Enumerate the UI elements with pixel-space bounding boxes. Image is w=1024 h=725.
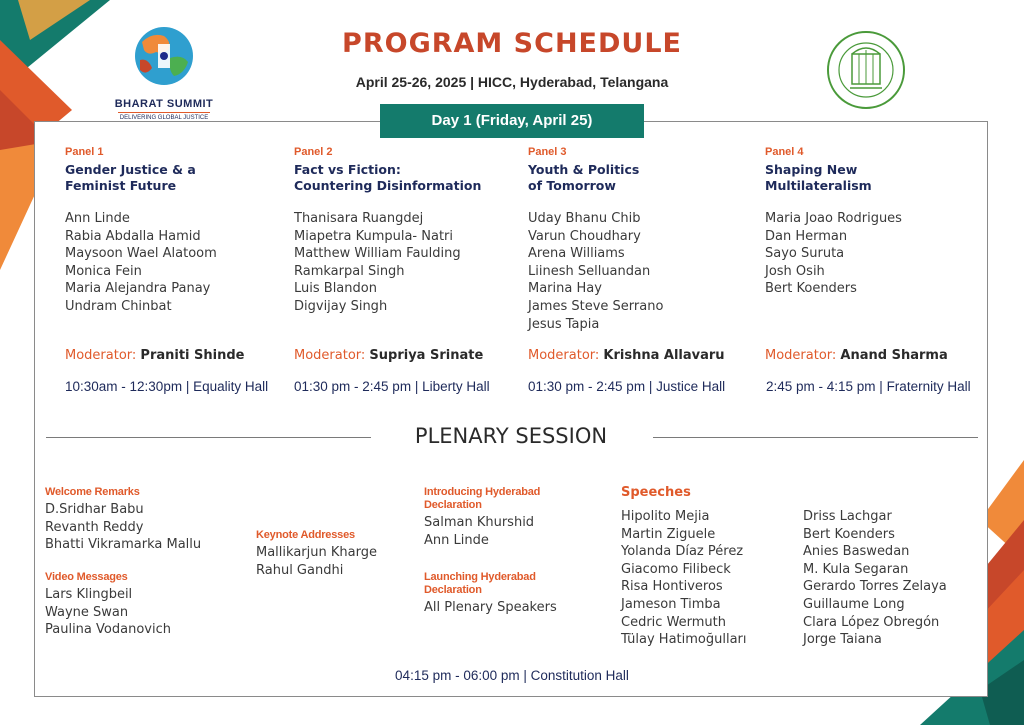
speaker: Tülay Hatimoğulları (621, 632, 747, 648)
speaker: Matthew William Faulding (294, 246, 461, 262)
moderator-label: Moderator: (528, 348, 600, 363)
panel-1 (65, 146, 285, 316)
moderator-label: Moderator: (294, 348, 366, 363)
speaker: Gerardo Torres Zelaya (803, 579, 947, 595)
speaker: Maria Alejandra Panay (65, 281, 211, 297)
moderator-label: Moderator: (65, 348, 137, 363)
welcome-remarks-label: Welcome Remarks (45, 486, 140, 498)
speaker: Jorge Taiana (803, 632, 882, 648)
speaker: Paulina Vodanovich (45, 622, 171, 638)
speaker: Wayne Swan (45, 604, 129, 620)
speaker: Anies Baswedan (803, 544, 910, 560)
label-line: Declaration (424, 584, 482, 596)
panel-title-line: Feminist Future (65, 178, 177, 193)
speaker: Maysoon Wael Alatoom (65, 246, 217, 262)
panel-4 (765, 146, 980, 298)
keynote-addresses-names (256, 544, 416, 579)
speaker: Cedric Wermuth (621, 614, 727, 630)
panel-number: Panel 2 (294, 146, 333, 158)
video-messages (45, 571, 255, 639)
speaker: All Plenary Speakers (424, 600, 557, 615)
launching-declaration (424, 571, 604, 617)
speaker: Rahul Gandhi (256, 562, 344, 578)
speaker: Miapetra Kumpula- Natri (294, 228, 454, 244)
speeches-column-2 (803, 508, 983, 649)
event-subtitle: April 25-26, 2025 | HICC, Hyderabad, Telangana (355, 74, 669, 90)
speaker: Varun Choudhary (528, 228, 641, 244)
speaker: Thanisara Ruangdej (294, 211, 424, 226)
plenary-rule-left (46, 437, 371, 438)
speaker: Ramkarpal Singh (294, 263, 405, 279)
speaker: Ann Linde (65, 211, 130, 226)
speaker: Bhatti Vikramarka Mallu (45, 537, 202, 553)
speaker: Martin Ziguele (621, 526, 716, 542)
speaker: Digvijay Singh (294, 298, 388, 314)
keynote-addresses-label: Keynote Addresses (256, 529, 355, 541)
speaker: Sayo Suruta (765, 246, 845, 262)
panel-number: Panel 3 (528, 146, 567, 158)
keynote-addresses (256, 529, 416, 579)
introducing-declaration-label (424, 486, 604, 512)
panel-speakers (765, 210, 980, 298)
panel-speakers (294, 210, 519, 316)
speaker: James Steve Serrano (528, 298, 664, 314)
speaker: Bert Koenders (803, 526, 895, 542)
panel-3-moderator (528, 348, 725, 363)
panel-1-moderator (65, 348, 245, 363)
panel-1-time: 10:30am - 12:30pm | Equality Hall (65, 379, 269, 394)
panel-number: Panel 4 (765, 146, 804, 158)
panel-title-line: Gender Justice & a (65, 162, 196, 177)
video-messages-label: Video Messages (45, 571, 128, 583)
panel-title (765, 162, 980, 196)
panel-title-line: Shaping New (765, 162, 858, 177)
speaker: Guillaume Long (803, 596, 905, 612)
speaker: Jameson Timba (621, 596, 721, 612)
label-line: Launching Hyderabad (424, 571, 536, 583)
speaker: Undram Chinbat (65, 298, 172, 314)
panel-title-line: Multilateralism (765, 178, 872, 193)
moderator-name: Supriya Srinate (369, 348, 484, 363)
panel-title (528, 162, 753, 196)
video-messages-names (45, 586, 255, 639)
speaker: Salman Khurshid (424, 515, 535, 530)
launching-declaration-label (424, 571, 604, 597)
plenary-title: PLENARY SESSION (414, 424, 608, 448)
panel-3 (528, 146, 753, 333)
seal-text (840, 12, 892, 13)
speeches-column-1 (621, 508, 801, 649)
page-title: PROGRAM SCHEDULE (342, 28, 682, 59)
speaker: Yolanda Díaz Pérez (621, 544, 744, 560)
label-line: Declaration (424, 499, 482, 511)
speaker: M. Kula Segaran (803, 561, 909, 577)
introducing-declaration-names (424, 514, 604, 549)
speaker: Monica Fein (65, 263, 142, 279)
speaker: Mallikarjun Kharge (256, 545, 377, 560)
panel-title (65, 162, 285, 196)
panel-4-moderator (765, 348, 948, 363)
panel-2 (294, 146, 519, 316)
speaker: Giacomo Filibeck (621, 561, 731, 577)
speaker: Lars Klingbeil (45, 587, 133, 602)
speaker: Jesus Tapia (528, 316, 600, 332)
moderator-name: Krishna Allavaru (603, 348, 725, 363)
logo-name: BHARAT SUMMIT (114, 98, 214, 110)
speaker: Luis Blandon (294, 281, 377, 297)
panel-title-line: Fact vs Fiction: (294, 162, 401, 177)
moderator-label: Moderator: (765, 348, 837, 363)
speaker: D.Sridhar Babu (45, 502, 144, 517)
launching-declaration-names (424, 599, 604, 617)
panel-speakers (528, 210, 753, 333)
welcome-remarks (45, 486, 255, 554)
speeches-label: Speeches (621, 485, 691, 500)
speaker: Liinesh Selluandan (528, 263, 651, 279)
speaker: Arena Williams (528, 246, 625, 262)
introducing-declaration (424, 486, 604, 549)
panel-title-line: Countering Disinformation (294, 178, 482, 193)
speaker: Marina Hay (528, 281, 602, 297)
speaker: Bert Koenders (765, 281, 857, 297)
speaker: Josh Osih (765, 263, 825, 279)
speaker: Hipolito Mejia (621, 509, 710, 524)
plenary-rule-right (653, 437, 978, 438)
moderator-name: Anand Sharma (840, 348, 948, 363)
logo-tagline: DELIVERING GLOBAL JUSTICE (119, 115, 209, 121)
panel-title (294, 162, 519, 196)
speaker: Clara López Obregón (803, 614, 940, 630)
panel-4-time: 2:45 pm - 4:15 pm | Fraternity Hall (766, 379, 971, 394)
panel-3-time: 01:30 pm - 2:45 pm | Justice Hall (528, 379, 726, 394)
speaker: Dan Herman (765, 228, 848, 244)
speaker: Risa Hontiveros (621, 579, 723, 595)
panel-number: Panel 1 (65, 146, 104, 158)
logo-divider (118, 112, 210, 113)
moderator-name: Praniti Shinde (140, 348, 245, 363)
welcome-remarks-names (45, 501, 255, 554)
speaker: Revanth Reddy (45, 519, 144, 535)
speaker: Rabia Abdalla Hamid (65, 228, 201, 244)
panel-2-time: 01:30 pm - 2:45 pm | Liberty Hall (294, 379, 490, 394)
speaker: Driss Lachgar (803, 509, 892, 524)
panel-title-line: Youth & Politics (528, 162, 640, 177)
panel-title-line: of Tomorrow (528, 178, 616, 193)
speaker: Uday Bhanu Chib (528, 211, 641, 226)
plenary-time: 04:15 pm - 06:00 pm | Constitution Hall (395, 668, 629, 683)
day-tab: Day 1 (Friday, April 25) (380, 104, 644, 138)
panel-speakers (65, 210, 285, 316)
label-line: Introducing Hyderabad (424, 486, 541, 498)
speaker: Maria Joao Rodrigues (765, 211, 902, 226)
speeches (621, 485, 971, 500)
speaker: Ann Linde (424, 532, 489, 548)
panel-2-moderator (294, 348, 483, 363)
